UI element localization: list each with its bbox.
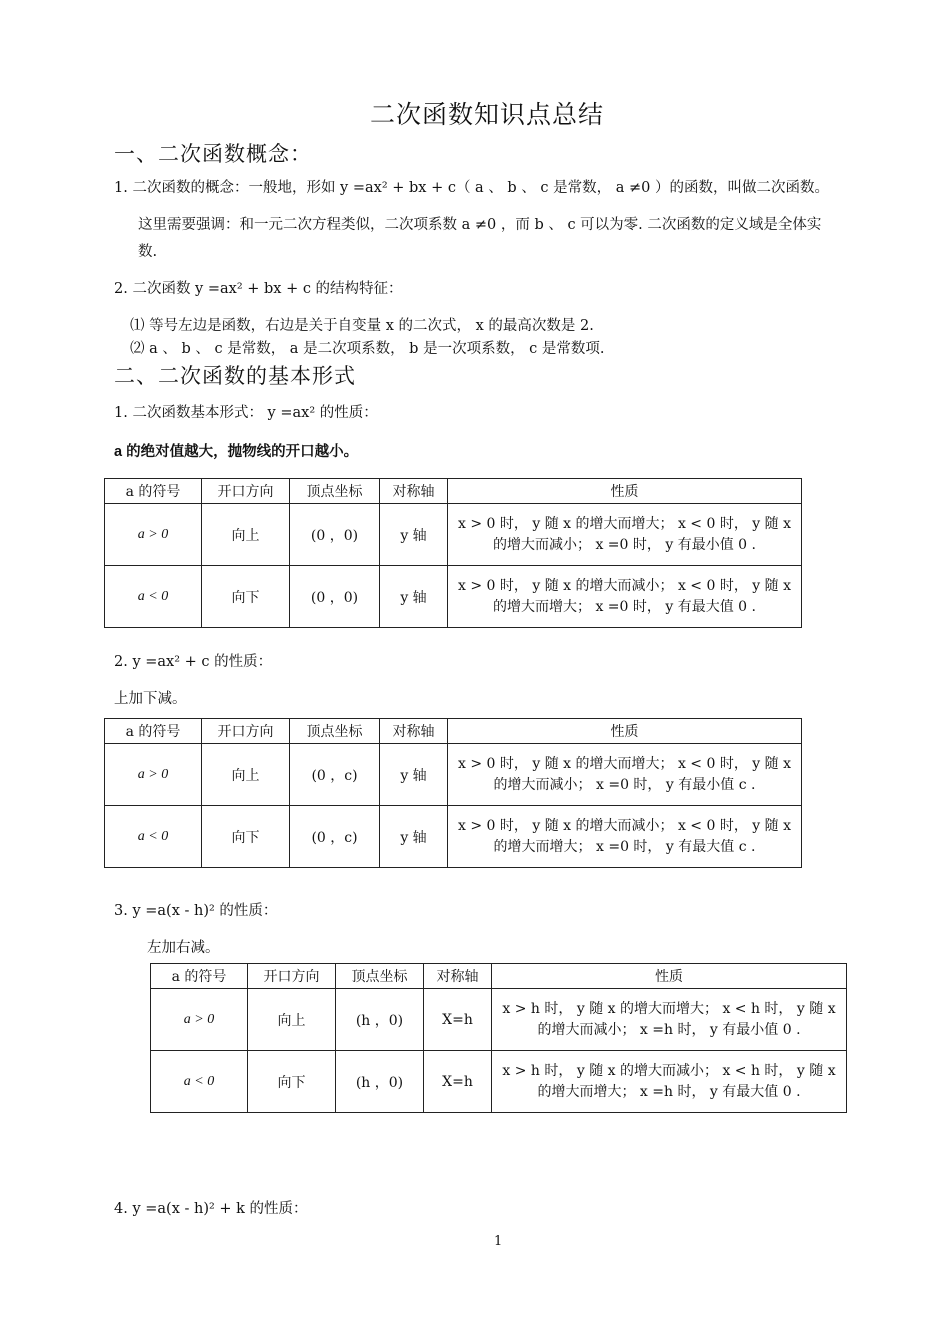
- table-row: [151, 1051, 847, 1113]
- header-sign: a 的符号: [151, 964, 248, 989]
- emphasis-line-2: 数.: [138, 244, 158, 260]
- header-axis: 对称轴: [380, 479, 448, 504]
- header-vertex: 顶点坐标: [290, 479, 380, 504]
- structure-item-2: ⑵ a 、 b 、 c 是常数， a 是二次项系数， b 是一次项系数， c 是常数项.: [130, 341, 605, 357]
- cell-property: x > 0 时， y 随 x 的增大而增大； x < 0 时， y 随 x 的增大而减小； x =0 时， y 有最小值 c .: [448, 744, 802, 806]
- cell-axis: y 轴: [380, 566, 448, 628]
- form-1-note: a 的绝对值越大，抛物线的开口越小。: [114, 444, 359, 460]
- form-2-heading: 2. y =ax² + c 的性质：: [114, 654, 273, 670]
- form-3-heading: 3. y =a(x - h)² 的性质：: [114, 903, 278, 919]
- cell-property: x > 0 时， y 随 x 的增大而减小； x < 0 时， y 随 x 的增大而增大； x =0 时， y 有最大值 0 .: [448, 566, 802, 628]
- header-sign: a 的符号: [105, 719, 202, 744]
- cell-property: x > h 时， y 随 x 的增大而减小； x < h 时， y 随 x 的增大而增大； x =h 时， y 有最大值 0 .: [492, 1051, 847, 1113]
- table-row: [151, 989, 847, 1051]
- table-header-row: [105, 719, 802, 744]
- section-1-heading: 一、二次函数概念：: [114, 142, 312, 166]
- page-title: 二次函数知识点总结: [370, 100, 605, 129]
- cell-axis: y 轴: [380, 744, 448, 806]
- header-property: 性质: [448, 719, 802, 744]
- cell-sign: a > 0: [105, 744, 202, 806]
- cell-sign: a < 0: [105, 806, 202, 868]
- table-header-row: [151, 964, 847, 989]
- cell-direction: 向上: [202, 504, 290, 566]
- cell-vertex: (0 ，c): [290, 806, 380, 868]
- table-row: [105, 806, 802, 868]
- table-row: [105, 504, 802, 566]
- cell-axis: y 轴: [380, 504, 448, 566]
- form-4-heading: 4. y =a(x - h)² + k 的性质：: [114, 1201, 308, 1217]
- cell-sign: a > 0: [151, 989, 248, 1051]
- form-2-note: 上加下减。: [114, 691, 187, 707]
- header-direction: 开口方向: [202, 719, 290, 744]
- header-axis: 对称轴: [380, 719, 448, 744]
- cell-property: x > h 时， y 随 x 的增大而增大； x < h 时， y 随 x 的增大而减小； x =h 时， y 有最小值 0 .: [492, 989, 847, 1051]
- header-sign: a 的符号: [105, 479, 202, 504]
- cell-property: x > 0 时， y 随 x 的增大而减小； x < 0 时， y 随 x 的增大而增大； x =0 时， y 有最大值 c .: [448, 806, 802, 868]
- cell-axis: X=h: [424, 1051, 492, 1113]
- cell-vertex: (h ，0): [336, 989, 424, 1051]
- table-row: [105, 566, 802, 628]
- properties-table-1: [104, 478, 802, 628]
- header-vertex: 顶点坐标: [336, 964, 424, 989]
- cell-direction: 向下: [248, 1051, 336, 1113]
- cell-axis: y 轴: [380, 806, 448, 868]
- cell-direction: 向上: [202, 744, 290, 806]
- header-vertex: 顶点坐标: [290, 719, 380, 744]
- emphasis-line-1: 这里需要强调：和一元二次方程类似，二次项系数 a ≠0 ，而 b 、 c 可以为零. 二次函数的定义域是全体实: [138, 217, 822, 233]
- cell-direction: 向下: [202, 566, 290, 628]
- cell-sign: a < 0: [105, 566, 202, 628]
- form-3-note: 左加右减。: [147, 940, 220, 956]
- cell-vertex: (0 ，0): [290, 504, 380, 566]
- structure-heading: 2. 二次函数 y =ax² + bx + c 的结构特征：: [114, 281, 403, 297]
- cell-direction: 向下: [202, 806, 290, 868]
- properties-table-3: [150, 963, 847, 1113]
- cell-sign: a > 0: [105, 504, 202, 566]
- cell-vertex: (h ，0): [336, 1051, 424, 1113]
- header-direction: 开口方向: [202, 479, 290, 504]
- table-header-row: [105, 479, 802, 504]
- header-property: 性质: [448, 479, 802, 504]
- header-axis: 对称轴: [424, 964, 492, 989]
- structure-item-1: ⑴ 等号左边是函数，右边是关于自变量 x 的二次式， x 的最高次数是 2.: [130, 318, 594, 334]
- page-number: 1: [494, 1234, 503, 1249]
- header-property: 性质: [492, 964, 847, 989]
- header-direction: 开口方向: [248, 964, 336, 989]
- section-2-heading: 二、二次函数的基本形式: [114, 364, 356, 388]
- cell-direction: 向上: [248, 989, 336, 1051]
- cell-vertex: (0 ，0): [290, 566, 380, 628]
- definition-paragraph: 1. 二次函数的概念：一般地，形如 y =ax² + bx + c（ a 、 b 、 c 是常数， a ≠0 ）的函数，叫做二次函数。: [114, 180, 829, 196]
- properties-table-2: [104, 718, 802, 868]
- cell-property: x > 0 时， y 随 x 的增大而增大； x < 0 时， y 随 x 的增大而减小； x =0 时， y 有最小值 0 .: [448, 504, 802, 566]
- table-row: [105, 744, 802, 806]
- form-1-heading: 1. 二次函数基本形式： y =ax² 的性质：: [114, 405, 378, 421]
- cell-vertex: (0 ，c): [290, 744, 380, 806]
- cell-sign: a < 0: [151, 1051, 248, 1113]
- cell-axis: X=h: [424, 989, 492, 1051]
